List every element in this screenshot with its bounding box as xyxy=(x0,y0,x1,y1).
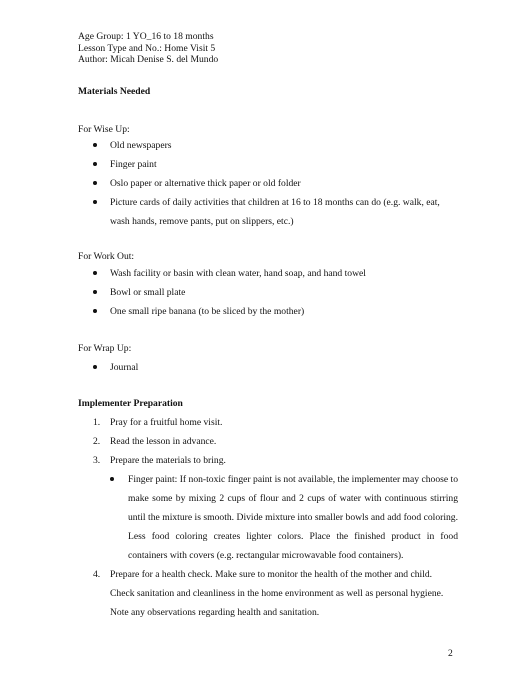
bullet-icon xyxy=(93,290,97,294)
bullet-icon xyxy=(93,162,97,166)
list-item-text: Oslo paper or alternative thick paper or old folder xyxy=(110,178,301,189)
bullet-icon xyxy=(93,271,97,275)
step-text: Pray for a fruitful home visit. xyxy=(110,417,223,428)
step-item xyxy=(0,451,457,565)
document-header xyxy=(78,31,218,66)
list-item xyxy=(0,155,455,174)
list-item-text: Finger paint xyxy=(110,159,157,170)
bullet-icon xyxy=(93,143,97,147)
list-item xyxy=(0,193,455,231)
list-item-text: One small ripe banana (to be sliced by the mother) xyxy=(110,306,305,317)
wise-up-label: For Wise Up: xyxy=(78,124,130,135)
step-number: 2. xyxy=(93,436,101,447)
wrap-up-label: For Wrap Up: xyxy=(78,343,132,354)
step-number: 4. xyxy=(93,569,101,580)
step-text: Prepare the materials to bring. xyxy=(110,455,226,466)
preparation-steps xyxy=(0,413,457,622)
page-number: 2 xyxy=(448,648,453,659)
bullet-icon xyxy=(110,477,114,481)
list-item-text: Bowl or small plate xyxy=(110,287,186,298)
sub-list-item-text: Finger paint: If non-toxic finger paint is not available, the implementer may choose to make some by mixing 2 cups of flour and 2 cups of water with continuous stirring until the mixture is smooth. Divide mixture into smaller bowls and add food coloring. Less food coloring creates lighter colors. Place the finished product in food containers with covers (e.g. rectangular microwavable food containers). xyxy=(128,474,458,561)
list-item xyxy=(0,358,455,377)
list-item-text: Picture cards of daily activities that children at 16 to 18 months can do (e.g. walk, eat, wash hands, remove pants, put on slippers, etc.) xyxy=(110,197,440,227)
step-number: 1. xyxy=(93,417,101,428)
work-out-list xyxy=(0,264,532,321)
bullet-icon xyxy=(93,365,97,369)
list-item xyxy=(0,283,455,302)
bullet-icon xyxy=(93,309,97,313)
list-item xyxy=(0,264,455,283)
materials-heading: Materials Needed xyxy=(78,86,151,97)
list-item-text: Journal xyxy=(110,362,139,373)
work-out-label: For Work Out: xyxy=(78,251,135,262)
step-item xyxy=(0,413,457,432)
step-number: 3. xyxy=(93,455,101,466)
list-item xyxy=(0,136,455,155)
sub-list-item xyxy=(110,470,458,565)
step-item xyxy=(0,565,457,622)
bullet-icon xyxy=(93,181,97,185)
list-item-text: Wash facility or basin with clean water, hand soap, and hand towel xyxy=(110,268,366,279)
author-line: Author: Micah Denise S. del Mundo xyxy=(78,54,219,66)
list-item-text: Old newspapers xyxy=(110,140,172,151)
sub-list xyxy=(110,470,457,565)
step-item xyxy=(0,432,457,451)
wrap-up-list xyxy=(0,358,532,377)
lesson-line: Lesson Type and No.: Home Visit 5 xyxy=(78,42,216,54)
age-group-line: Age Group: 1 YO_16 to 18 months xyxy=(78,31,214,42)
wise-up-list xyxy=(0,136,532,231)
list-item xyxy=(0,174,455,193)
implementer-heading: Implementer Preparation xyxy=(78,398,183,409)
step-text: Read the lesson in advance. xyxy=(110,436,217,447)
list-item xyxy=(0,302,455,321)
bullet-icon xyxy=(93,200,97,204)
step-text: Prepare for a health check. Make sure to monitor the health of the mother and child. Check sanitation and cleanliness in the home environment as well as personal hygiene. Note any observations regarding health and sanitation. xyxy=(110,569,444,618)
